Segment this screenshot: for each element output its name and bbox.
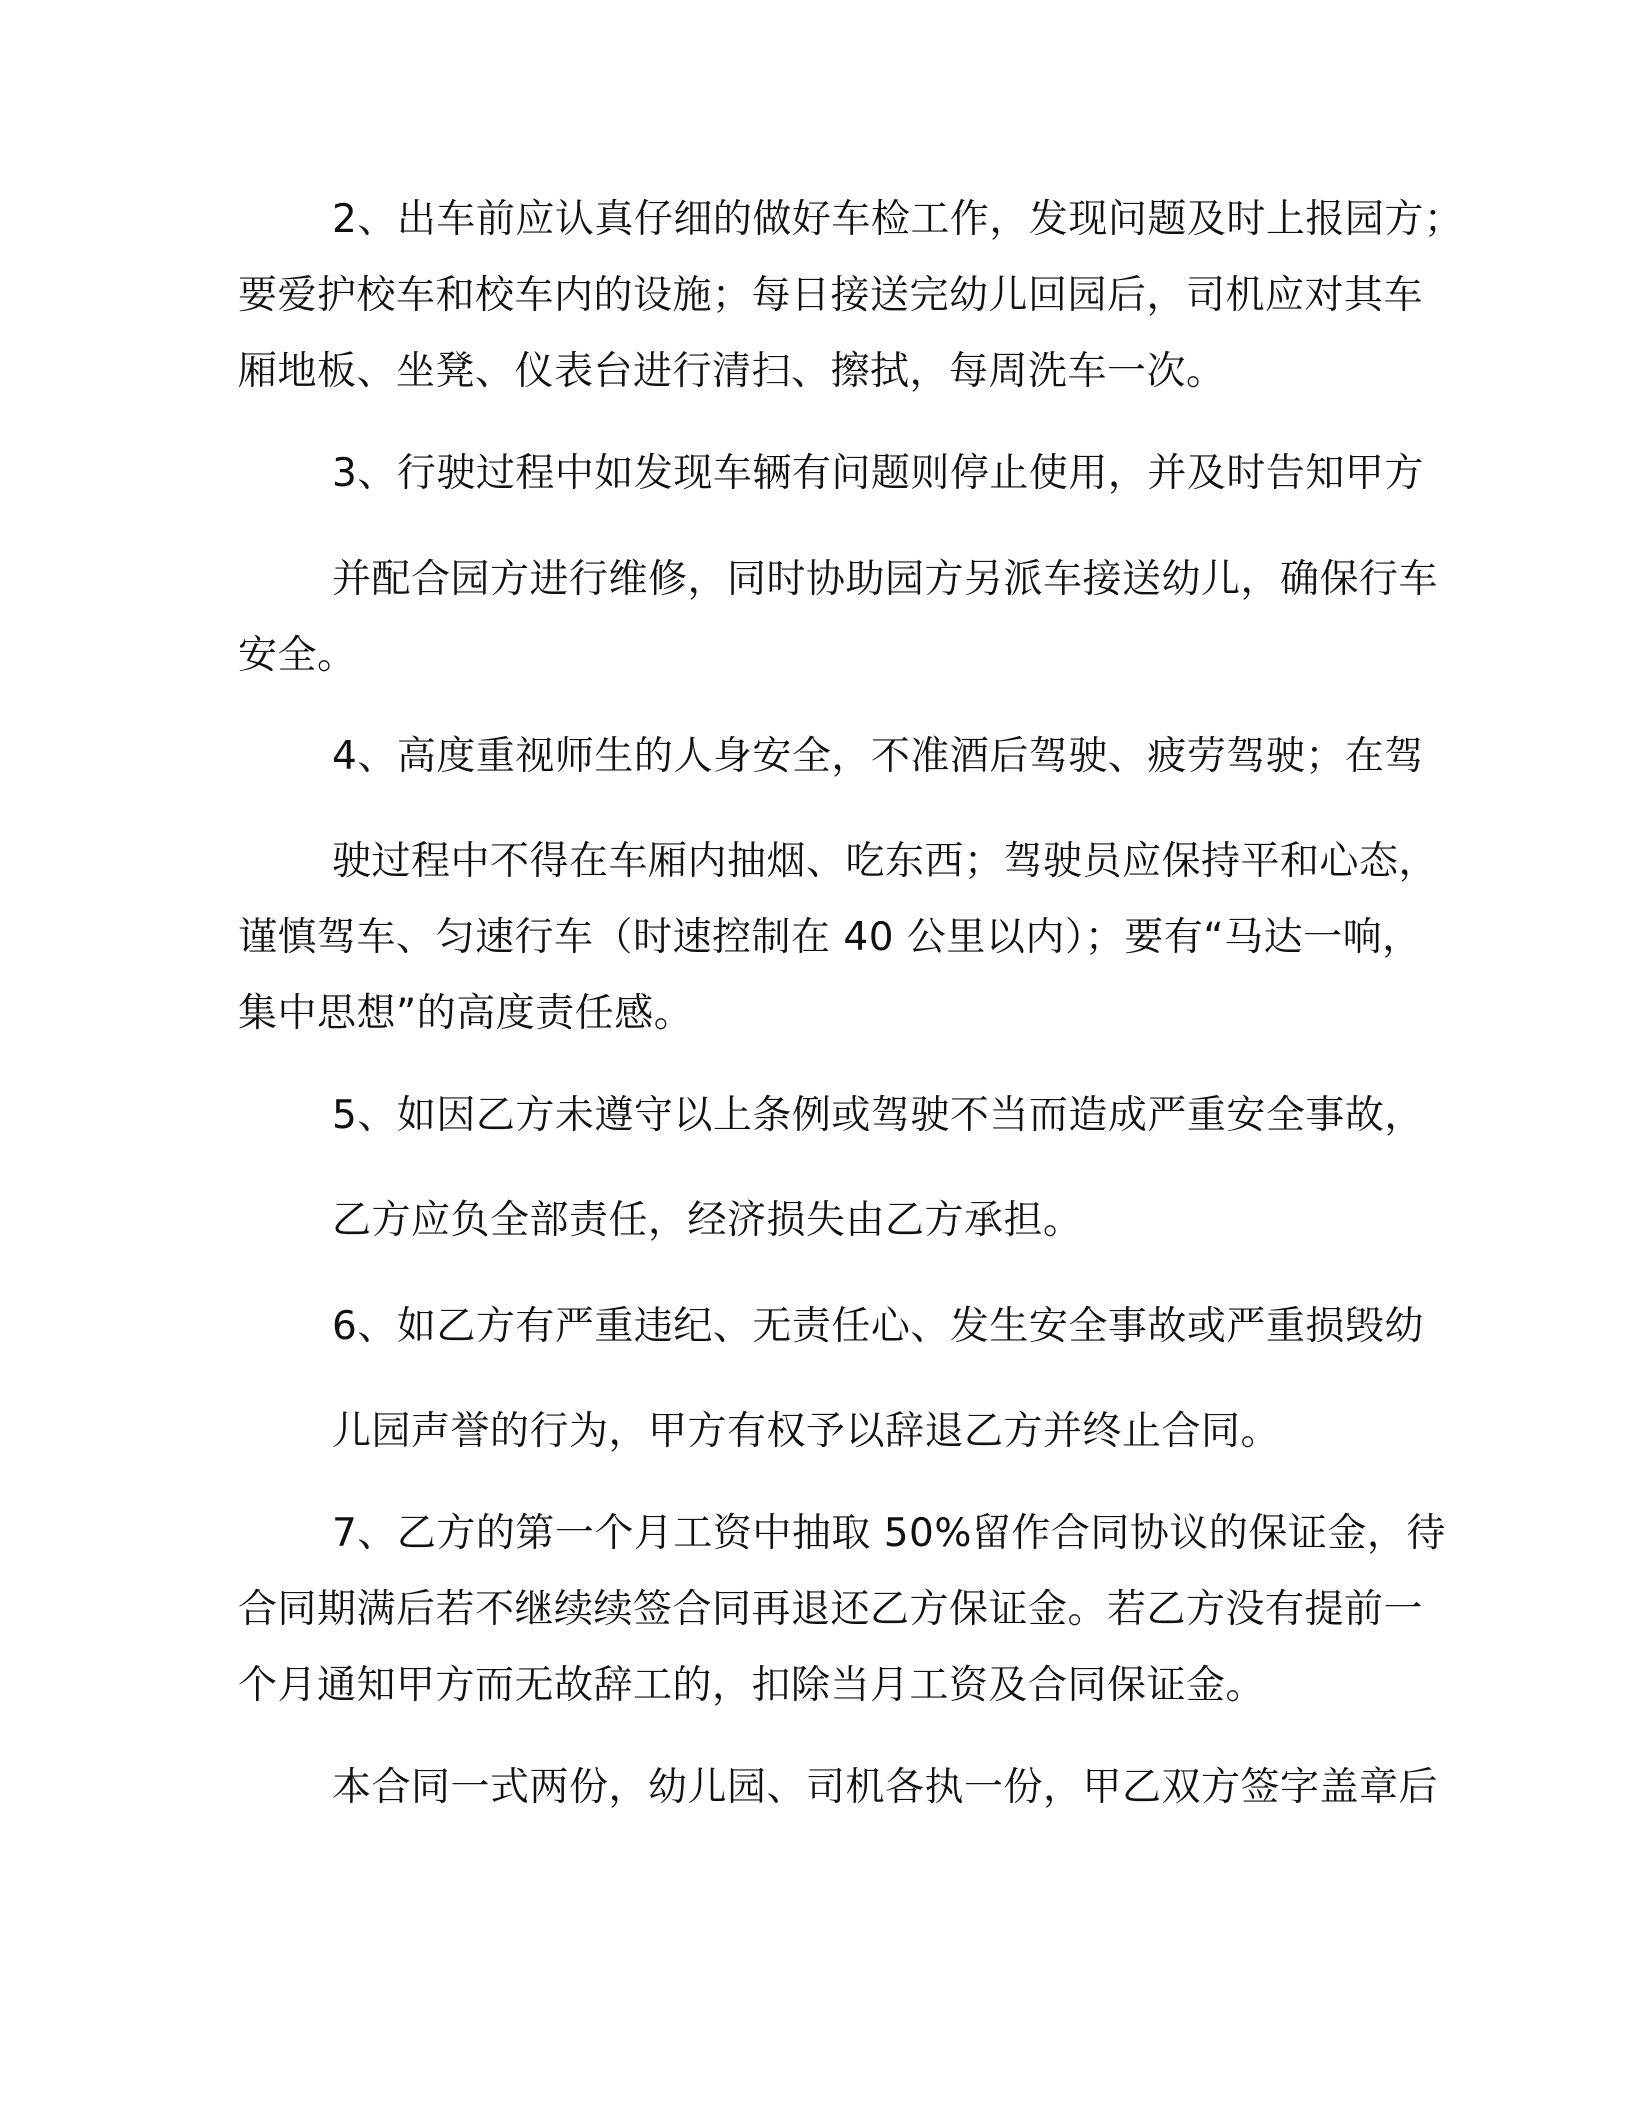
text-line: 本合同一式两份，幼儿园、司机各执一份，甲乙双方签字盖章后	[332, 1765, 1439, 1810]
text-line: 3、行驶过程中如发现车辆有问题则停止使用，并及时告知甲方	[332, 451, 1424, 496]
text-line: 个月通知甲方而无故辞工的，扣除当月工资及合同保证金。	[238, 1663, 1266, 1708]
text-line: 2、出车前应认真仔细的做好车检工作，发现问题及时上报园方；	[332, 197, 1464, 242]
text-line: 乙方应负全部责任，经济损失由乙方承担。	[332, 1198, 1083, 1243]
text-line: 集中思想”的高度责任感。	[238, 991, 694, 1036]
text-line: 谨慎驾车、匀速行车（时速控制在 40 公里以内）；要有“马达一响，	[238, 915, 1422, 960]
text-line: 厢地板、坐凳、仪表台进行清扫、擦拭，每周洗车一次。	[238, 349, 1226, 394]
text-line: 安全。	[238, 633, 357, 678]
text-line: 6、如乙方有严重违纪、无责任心、发生安全事故或严重损毁幼	[332, 1304, 1424, 1349]
text-line: 7、乙方的第一个月工资中抽取 50%留作合同协议的保证金，待	[332, 1511, 1446, 1556]
text-line: 4、高度重视师生的人身安全，不准酒后驾驶、疲劳驾驶；在驾	[332, 734, 1424, 779]
text-line: 儿园声誉的行为，甲方有权予以辞退乙方并终止合同。	[332, 1409, 1281, 1454]
text-line: 要爱护校车和校车内的设施；每日接送完幼儿回园后，司机应对其车	[238, 273, 1424, 318]
text-line: 5、如因乙方未遵守以上条例或驾驶不当而造成严重安全事故，	[332, 1093, 1424, 1138]
text-line: 合同期满后若不继续续签合同再退还乙方保证金。若乙方没有提前一	[238, 1587, 1424, 1632]
text-line: 并配合园方进行维修，同时协助园方另派车接送幼儿，确保行车	[332, 557, 1439, 602]
text-line: 驶过程中不得在车厢内抽烟、吃东西；驾驶员应保持平和心态，	[332, 839, 1439, 884]
